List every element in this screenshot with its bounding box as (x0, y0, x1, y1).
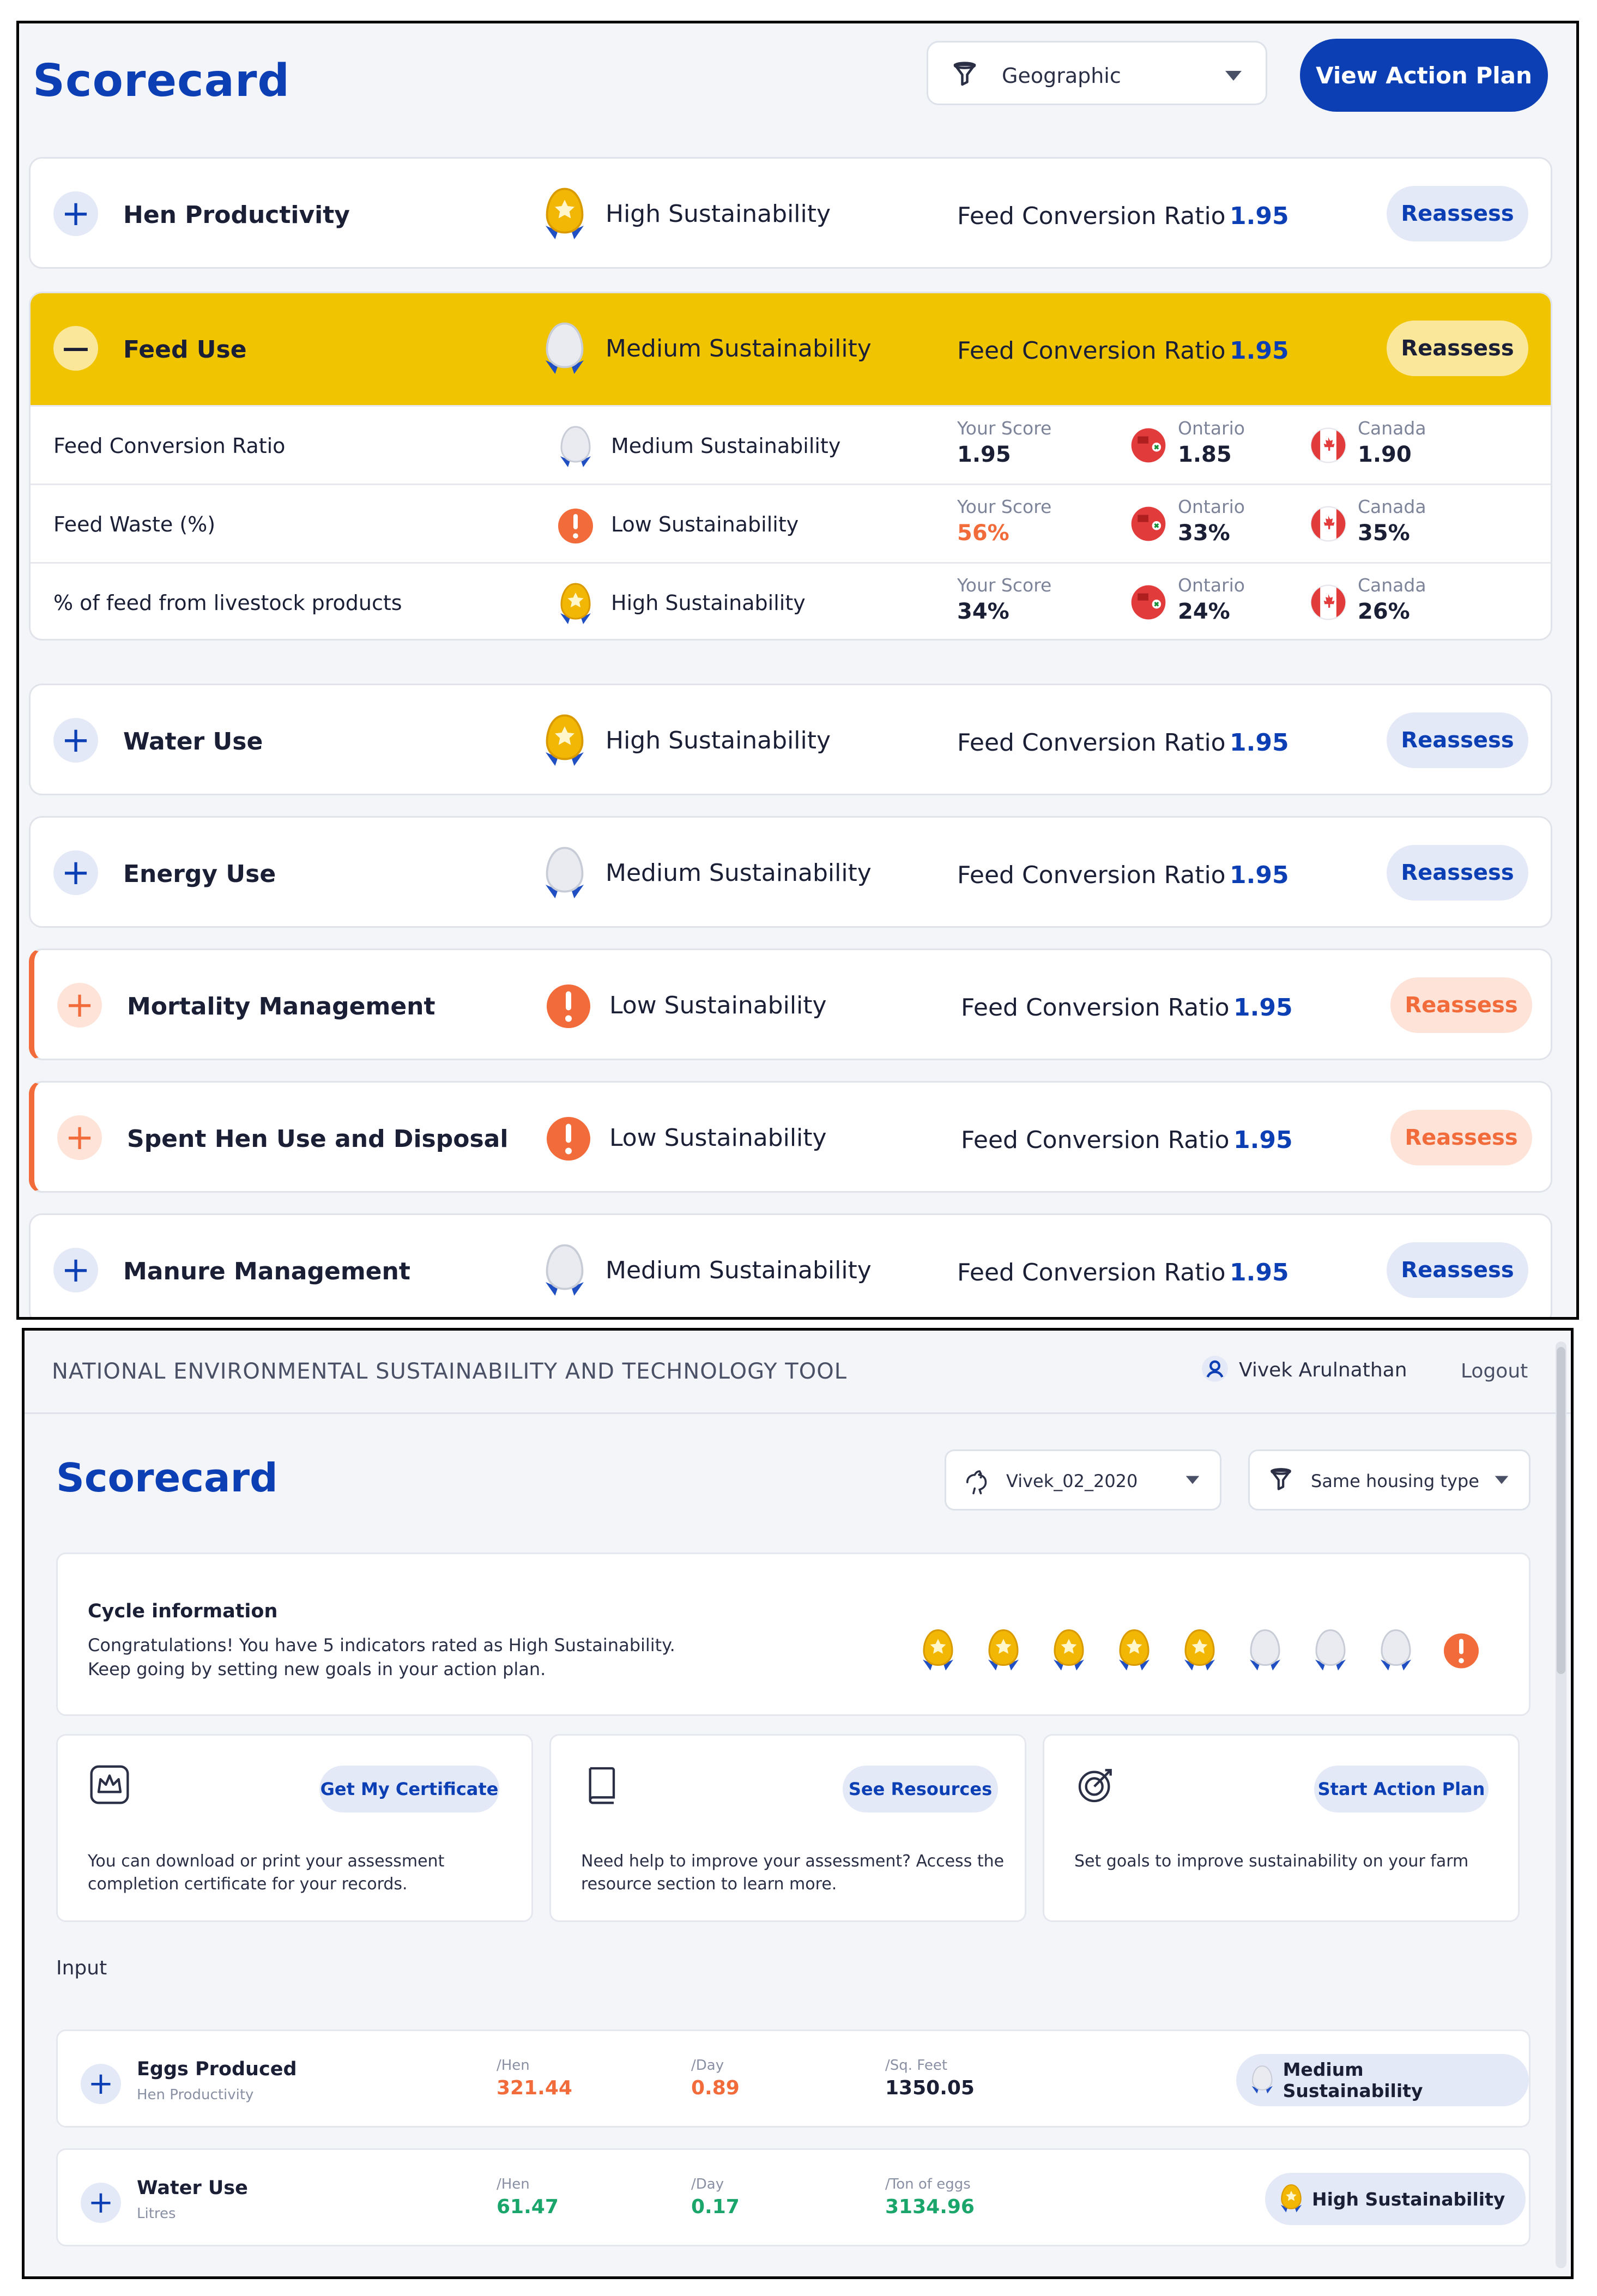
scrollbar-thumb[interactable] (1557, 1347, 1565, 1674)
action-card-line: Need help to improve your assessment? Access the (581, 1852, 1005, 1871)
expand-icon[interactable]: + (57, 983, 102, 1028)
medium-sustainability-icon (537, 319, 592, 379)
ontario-label: Ontario (1178, 575, 1245, 596)
high-sustainability-icon (982, 1625, 1025, 1677)
input-value: 1350.05 (885, 2077, 975, 2099)
cycle-message-line: Congratulations! You have 5 indicators rated as High Sustainability. (88, 1635, 675, 1655)
canada-label: Canada (1358, 418, 1426, 439)
low-sustainability-icon (541, 1109, 596, 1169)
comparison-select-value: Same housing type (1311, 1471, 1479, 1491)
metric-value: 1.95 (1230, 1259, 1289, 1286)
canada-value: 35% (1358, 521, 1410, 546)
reassess-button[interactable]: Reassess (1387, 845, 1528, 901)
action-card (549, 1734, 1026, 1922)
your-score-label: Your Score (957, 575, 1052, 596)
medium-sustainability-icon (554, 423, 597, 472)
medium-sustainability-icon (1243, 1625, 1287, 1677)
action-card (1043, 1734, 1520, 1922)
unit-label: /Hen (497, 2176, 530, 2192)
book-icon (581, 1763, 625, 1809)
action-card-text (581, 1850, 1004, 1896)
metric-label: Feed Conversion Ratio (957, 202, 1226, 230)
input-value-column (885, 2057, 975, 2099)
ontario-score (1178, 418, 1245, 467)
input-row[interactable] (56, 2148, 1531, 2246)
ontario-flag-icon (1130, 584, 1166, 620)
input-value: 0.89 (691, 2077, 740, 2099)
metric-label: Feed Conversion Ratio (961, 994, 1230, 1022)
action-card-text (88, 1850, 444, 1896)
input-name: Water Use (137, 2177, 248, 2199)
input-value-column (497, 2176, 559, 2218)
medium-sustainability-icon (1247, 2064, 1278, 2096)
low-sustainability-icon (1439, 1625, 1483, 1677)
filter-icon (950, 60, 979, 92)
canada-flag-icon (1310, 584, 1346, 620)
canada-value: 26% (1358, 599, 1410, 624)
input-value: 61.47 (497, 2196, 559, 2218)
action-card-button[interactable]: Get My Certificate (319, 1766, 499, 1812)
low-sustainability-icon (554, 502, 597, 551)
indicator-row[interactable] (29, 1213, 1552, 1320)
unit-label: /Hen (497, 2057, 530, 2074)
reassess-button[interactable]: Reassess (1387, 1242, 1528, 1298)
reassess-button[interactable]: Reassess (1387, 712, 1528, 768)
high-sustainability-icon (1047, 1625, 1091, 1677)
canada-label: Canada (1358, 496, 1426, 517)
sub-indicator-row (31, 405, 1551, 484)
unit-label: /Day (691, 2057, 724, 2074)
app-header (25, 1331, 1571, 1414)
sustainability-level: Medium Sustainability (606, 335, 872, 362)
sustainability-level: High Sustainability (606, 200, 831, 228)
expand-icon[interactable]: + (53, 191, 98, 236)
canada-value: 1.90 (1358, 442, 1412, 467)
sustainability-level: Medium Sustainability (611, 434, 841, 458)
input-row[interactable] (56, 2029, 1531, 2128)
canada-flag-icon (1310, 506, 1346, 542)
indicator-row[interactable] (29, 816, 1552, 928)
your-score-value: 34% (957, 599, 1009, 624)
sub-indicator-row (31, 562, 1551, 641)
action-card-line: You can download or print your assessment (88, 1852, 445, 1871)
sub-indicator-name: % of feed from livestock products (53, 591, 402, 615)
high-sustainability-icon (1276, 2183, 1306, 2215)
ontario-value: 1.85 (1178, 442, 1232, 467)
action-card-line: resource section to learn more. (581, 1875, 837, 1894)
indicator-row[interactable] (29, 157, 1552, 269)
high-sustainability-icon (1112, 1625, 1156, 1677)
cycle-select[interactable] (945, 1449, 1221, 1510)
sustainability-level: Low Sustainability (609, 992, 827, 1019)
indicator-name: Spent Hen Use and Disposal (127, 1125, 509, 1153)
sustainability-level: Low Sustainability (609, 1124, 827, 1152)
cycle-select-value: Vivek_02_2020 (1006, 1471, 1138, 1491)
your-score-label: Your Score (957, 418, 1052, 439)
high-sustainability-icon (1178, 1625, 1221, 1677)
your-score (957, 575, 1051, 624)
your-score-value: 1.95 (957, 442, 1011, 467)
ontario-value: 33% (1178, 521, 1230, 546)
cycle-information-text (88, 1633, 675, 1681)
canada-score (1358, 496, 1426, 546)
unit-label: /Sq. Feet (885, 2057, 948, 2074)
indicator-row[interactable] (29, 1081, 1552, 1193)
input-value-column (497, 2057, 572, 2099)
action-card-button[interactable]: See Resources (843, 1766, 998, 1812)
target-icon (1074, 1763, 1118, 1809)
input-value-column (885, 2176, 975, 2218)
cycle-information-card (56, 1552, 1531, 1716)
medium-sustainability-icon (537, 1241, 592, 1301)
ontario-flag-icon (1130, 506, 1166, 542)
input-category: Hen Productivity (137, 2087, 254, 2103)
chevron-down-icon (1185, 1475, 1200, 1487)
ontario-score (1178, 496, 1245, 546)
chevron-down-icon (1224, 70, 1243, 84)
your-score (957, 496, 1051, 546)
chevron-down-icon (1494, 1475, 1509, 1487)
metric-label: Feed Conversion Ratio (957, 1259, 1226, 1286)
page-title: Scorecard (56, 1455, 278, 1501)
action-card (56, 1734, 533, 1922)
high-sustainability-icon (537, 185, 592, 245)
ontario-score (1178, 575, 1245, 624)
expand-icon[interactable]: + (53, 718, 98, 763)
metric-value: 1.95 (1233, 1126, 1293, 1154)
high-sustainability-icon (537, 711, 592, 771)
scorecard-geographic-panel (16, 21, 1579, 1320)
expanded-indicator-header[interactable] (31, 293, 1551, 405)
expand-icon[interactable]: + (81, 2064, 121, 2104)
cycle-information-title: Cycle information (88, 1600, 278, 1622)
sustainability-level: Medium Sustainability (606, 859, 872, 887)
reassess-button[interactable]: Reassess (1387, 321, 1528, 376)
certificate-icon (88, 1763, 131, 1809)
app-title: NATIONAL ENVIRONMENTAL SUSTAINABILITY AND TECHNOLOGY TOOL (52, 1359, 847, 1384)
view-action-plan-button[interactable]: View Action Plan (1300, 39, 1548, 112)
indicator-name: Water Use (123, 728, 263, 756)
logout-link[interactable]: Logout (1461, 1360, 1528, 1382)
metric-label: Feed Conversion Ratio (957, 861, 1226, 889)
sustainability-badge (1265, 2173, 1526, 2225)
metric-value: 1.95 (1233, 994, 1293, 1022)
filter-icon (1267, 1466, 1294, 1496)
indicator-name: Feed Use (123, 336, 247, 364)
sustainability-badge-label: High Sustainability (1312, 2188, 1505, 2210)
cycle-message-line: Keep going by setting new goals in your action plan. (88, 1659, 546, 1679)
expand-icon[interactable]: + (53, 1248, 98, 1292)
indicator-name: Energy Use (123, 860, 276, 888)
metric-value: 1.95 (1230, 861, 1289, 889)
expand-icon[interactable]: + (81, 2183, 121, 2223)
sustainability-badge (1236, 2054, 1529, 2106)
metric-label: Feed Conversion Ratio (957, 729, 1226, 757)
hen-icon (964, 1467, 993, 1497)
action-card-line: Set goals to improve sustainability on your farm (1074, 1852, 1469, 1871)
input-value: 321.44 (497, 2077, 572, 2099)
user-icon (1201, 1355, 1229, 1385)
ontario-label: Ontario (1178, 418, 1245, 439)
input-value: 3134.96 (885, 2196, 975, 2218)
your-score (957, 418, 1051, 467)
low-sustainability-icon (541, 976, 596, 1036)
geographic-filter-select[interactable] (927, 41, 1267, 105)
high-sustainability-icon (916, 1625, 960, 1677)
indicator-name: Mortality Management (127, 993, 435, 1020)
metric-value: 1.95 (1230, 202, 1289, 230)
input-value: 0.17 (691, 2196, 740, 2218)
medium-sustainability-icon (1374, 1625, 1418, 1677)
page-title: Scorecard (33, 55, 291, 107)
reassess-button[interactable]: Reassess (1390, 977, 1532, 1033)
action-card-line: completion certificate for your records. (88, 1875, 408, 1894)
unit-label: /Ton of eggs (885, 2176, 971, 2192)
ontario-value: 24% (1178, 599, 1230, 624)
action-card-button[interactable]: Start Action Plan (1314, 1766, 1489, 1812)
scorecard-overview-panel (22, 1328, 1574, 2279)
sustainability-level: High Sustainability (606, 727, 831, 754)
reassess-button[interactable]: Reassess (1387, 186, 1528, 241)
reassess-button[interactable]: Reassess (1390, 1110, 1532, 1165)
indicator-name: Manure Management (123, 1258, 410, 1285)
collapse-icon[interactable]: − (53, 326, 98, 371)
canada-score (1358, 418, 1426, 467)
canada-score (1358, 575, 1426, 624)
input-value-column (691, 2176, 740, 2218)
input-category: Litres (137, 2206, 176, 2222)
sustainability-level: Low Sustainability (611, 512, 799, 536)
expand-icon[interactable]: + (57, 1115, 102, 1160)
canada-label: Canada (1358, 575, 1426, 596)
indicator-row[interactable] (29, 684, 1552, 795)
medium-sustainability-icon (537, 844, 592, 904)
indicator-row[interactable] (29, 948, 1552, 1060)
medium-sustainability-icon (1309, 1625, 1352, 1677)
action-card-text (1074, 1850, 1468, 1873)
sustainability-badge-label: Medium Sustainability (1283, 2059, 1423, 2101)
sub-indicator-name: Feed Conversion Ratio (53, 434, 286, 458)
your-score-label: Your Score (957, 496, 1052, 517)
your-score-value: 56% (957, 521, 1009, 546)
sub-indicator-name: Feed Waste (%) (53, 512, 216, 536)
metric-value: 1.95 (1230, 337, 1289, 365)
canada-flag-icon (1310, 427, 1346, 463)
geographic-filter-value: Geographic (1002, 64, 1121, 88)
sustainability-level: Medium Sustainability (606, 1256, 872, 1284)
expanded-indicator-feed-use (29, 292, 1552, 641)
high-sustainability-icon (554, 580, 597, 629)
input-value-column (691, 2057, 740, 2099)
sustainability-level: High Sustainability (611, 591, 806, 615)
expand-icon[interactable]: + (53, 850, 98, 895)
indicator-name: Hen Productivity (123, 201, 350, 229)
comparison-select[interactable] (1248, 1449, 1531, 1510)
ontario-flag-icon (1130, 427, 1166, 463)
user-name[interactable]: Vivek Arulnathan (1239, 1359, 1407, 1381)
ontario-label: Ontario (1178, 496, 1245, 517)
metric-label: Feed Conversion Ratio (961, 1126, 1230, 1154)
unit-label: /Day (691, 2176, 724, 2192)
metric-value: 1.95 (1230, 729, 1289, 757)
input-section-label: Input (56, 1957, 107, 1979)
input-name: Eggs Produced (137, 2058, 297, 2080)
scrollbar[interactable] (1556, 1342, 1566, 2268)
sub-indicator-row (31, 484, 1551, 562)
metric-label: Feed Conversion Ratio (957, 337, 1226, 365)
